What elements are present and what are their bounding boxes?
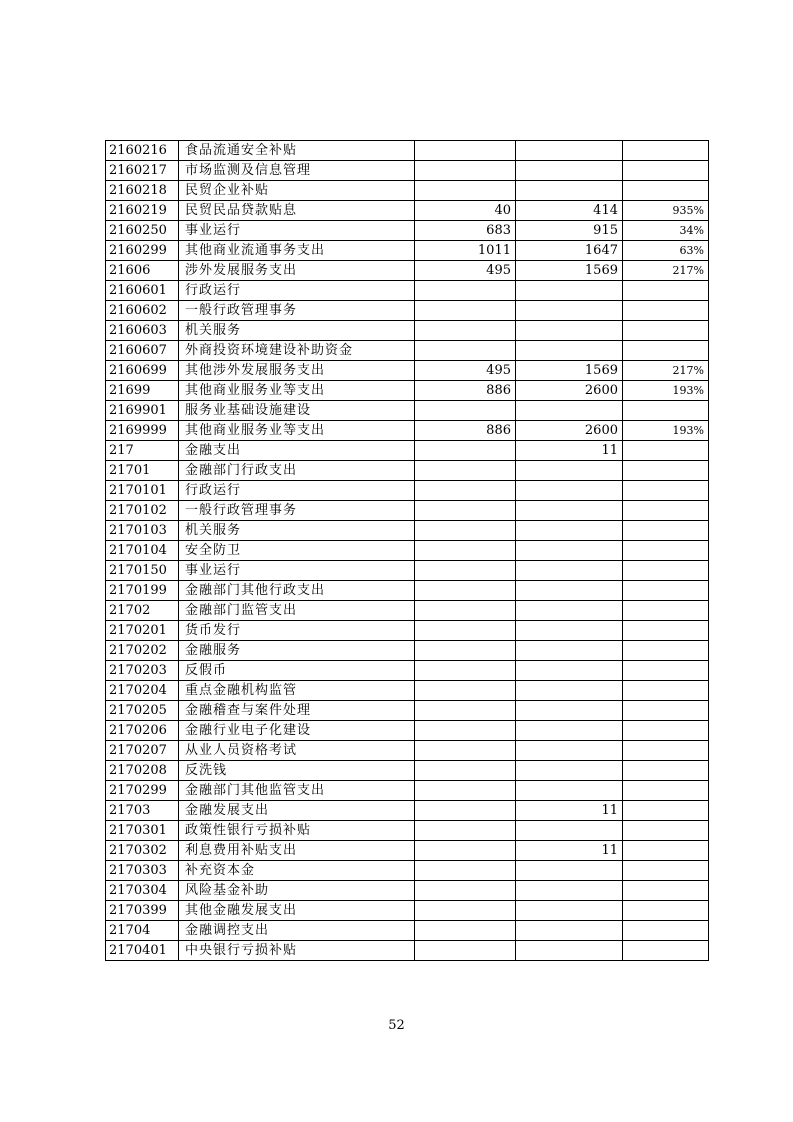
row-value2-cell [516, 641, 623, 661]
row-name-cell: 其他金融发展支出 [179, 901, 415, 921]
row-name-cell: 一般行政管理事务 [179, 501, 415, 521]
row-value1-cell [415, 921, 516, 941]
row-name-cell: 从业人员资格考试 [179, 741, 415, 761]
row-code-cell: 2170205 [106, 701, 179, 721]
row-value1-cell [415, 281, 516, 301]
row-value1-cell [415, 621, 516, 641]
row-code-cell: 2170401 [106, 941, 179, 961]
row-value1-cell [415, 841, 516, 861]
row-code-cell: 2170299 [106, 781, 179, 801]
table-row [106, 941, 709, 961]
table-row [106, 701, 709, 721]
row-value1-cell [415, 941, 516, 961]
row-code-cell: 2160218 [106, 181, 179, 201]
row-percent-cell [623, 661, 709, 681]
table-row [106, 641, 709, 661]
row-value1-cell [415, 601, 516, 621]
table-row [106, 161, 709, 181]
row-value2-cell [516, 161, 623, 181]
row-percent-cell [623, 541, 709, 561]
table-row [106, 821, 709, 841]
row-value2-cell [516, 701, 623, 721]
row-percent-cell [623, 461, 709, 481]
row-value2-cell [516, 881, 623, 901]
row-code-cell: 2170302 [106, 841, 179, 861]
row-code-cell: 2170104 [106, 541, 179, 561]
row-name-cell: 事业运行 [179, 221, 415, 241]
row-value2-cell [516, 741, 623, 761]
row-percent-cell: 217% [623, 361, 709, 381]
row-name-cell: 其他涉外发展服务支出 [179, 361, 415, 381]
row-code-cell: 2170202 [106, 641, 179, 661]
row-value2-cell [516, 681, 623, 701]
row-percent-cell [623, 321, 709, 341]
row-code-cell: 2160219 [106, 201, 179, 221]
row-name-cell: 服务业基础设施建设 [179, 401, 415, 421]
budget-table [105, 140, 709, 961]
row-code-cell: 2170207 [106, 741, 179, 761]
table-row [106, 381, 709, 401]
table-row [106, 501, 709, 521]
row-value2-cell [516, 901, 623, 921]
row-code-cell: 21702 [106, 601, 179, 621]
row-value1-cell [415, 401, 516, 421]
row-name-cell: 一般行政管理事务 [179, 301, 415, 321]
row-name-cell: 其他商业服务业等支出 [179, 381, 415, 401]
row-name-cell: 金融稽查与案件处理 [179, 701, 415, 721]
row-percent-cell: 217% [623, 261, 709, 281]
row-percent-cell [623, 441, 709, 461]
row-name-cell: 中央银行亏损补贴 [179, 941, 415, 961]
row-name-cell: 外商投资环境建设补助资金 [179, 341, 415, 361]
row-percent-cell [623, 681, 709, 701]
table-row [106, 461, 709, 481]
row-name-cell: 金融行业电子化建设 [179, 721, 415, 741]
row-name-cell: 反假币 [179, 661, 415, 681]
table-row [106, 541, 709, 561]
row-percent-cell [623, 281, 709, 301]
row-percent-cell [623, 881, 709, 901]
row-name-cell: 其他商业流通事务支出 [179, 241, 415, 261]
row-value2-cell [516, 521, 623, 541]
row-value1-cell [415, 661, 516, 681]
row-value2-cell [516, 541, 623, 561]
row-value2-cell [516, 321, 623, 341]
row-name-cell: 补充资本金 [179, 861, 415, 881]
row-name-cell: 货币发行 [179, 621, 415, 641]
row-value2-cell: 1569 [516, 361, 623, 381]
row-name-cell: 金融部门行政支出 [179, 461, 415, 481]
row-percent-cell [623, 341, 709, 361]
row-value1-cell [415, 721, 516, 741]
table-row [106, 761, 709, 781]
row-percent-cell [623, 581, 709, 601]
row-value1-cell [415, 541, 516, 561]
row-percent-cell [623, 901, 709, 921]
row-value2-cell: 11 [516, 801, 623, 821]
row-value2-cell [516, 781, 623, 801]
row-value2-cell [516, 721, 623, 741]
row-value1-cell [415, 461, 516, 481]
table-row [106, 681, 709, 701]
row-percent-cell [623, 701, 709, 721]
row-code-cell: 2169999 [106, 421, 179, 441]
row-value2-cell [516, 181, 623, 201]
row-name-cell: 金融部门监管支出 [179, 601, 415, 621]
row-value1-cell: 495 [415, 261, 516, 281]
row-percent-cell [623, 621, 709, 641]
row-code-cell: 2170304 [106, 881, 179, 901]
table-row [106, 881, 709, 901]
table-row [106, 301, 709, 321]
row-value1-cell [415, 781, 516, 801]
table-row [106, 621, 709, 641]
row-code-cell: 21704 [106, 921, 179, 941]
row-percent-cell [623, 141, 709, 161]
table-body [106, 141, 709, 961]
table-row [106, 601, 709, 621]
row-code-cell: 2170101 [106, 481, 179, 501]
row-value2-cell [516, 621, 623, 641]
row-name-cell: 重点金融机构监管 [179, 681, 415, 701]
row-value2-cell [516, 601, 623, 621]
row-code-cell: 2160250 [106, 221, 179, 241]
row-value1-cell [415, 181, 516, 201]
row-code-cell: 2160699 [106, 361, 179, 381]
row-percent-cell [623, 601, 709, 621]
row-value1-cell: 886 [415, 381, 516, 401]
row-name-cell: 食品流通安全补贴 [179, 141, 415, 161]
table-row [106, 561, 709, 581]
row-percent-cell: 193% [623, 381, 709, 401]
row-value2-cell [516, 401, 623, 421]
row-name-cell: 安全防卫 [179, 541, 415, 561]
table-row [106, 421, 709, 441]
row-value2-cell [516, 501, 623, 521]
row-name-cell: 机关服务 [179, 521, 415, 541]
row-percent-cell [623, 501, 709, 521]
table-row [106, 201, 709, 221]
table-row [106, 781, 709, 801]
row-name-cell: 金融部门其他监管支出 [179, 781, 415, 801]
row-name-cell: 反洗钱 [179, 761, 415, 781]
row-value2-cell: 2600 [516, 381, 623, 401]
table-row [106, 321, 709, 341]
row-value1-cell [415, 481, 516, 501]
row-value2-cell [516, 581, 623, 601]
row-value1-cell [415, 861, 516, 881]
table-row [106, 581, 709, 601]
row-percent-cell [623, 521, 709, 541]
row-value1-cell [415, 581, 516, 601]
table-row [106, 661, 709, 681]
row-code-cell: 2160216 [106, 141, 179, 161]
row-value1-cell [415, 521, 516, 541]
table-row [106, 241, 709, 261]
row-name-cell: 机关服务 [179, 321, 415, 341]
row-value2-cell [516, 561, 623, 581]
table-row [106, 261, 709, 281]
row-code-cell: 217 [106, 441, 179, 461]
row-value1-cell [415, 161, 516, 181]
row-code-cell: 2170204 [106, 681, 179, 701]
row-value1-cell [415, 301, 516, 321]
row-percent-cell [623, 861, 709, 881]
row-value2-cell: 1647 [516, 241, 623, 261]
row-value2-cell: 11 [516, 841, 623, 861]
table-row [106, 441, 709, 461]
table-row [106, 141, 709, 161]
row-value2-cell [516, 921, 623, 941]
row-percent-cell: 935% [623, 201, 709, 221]
page-number: 52 [388, 1018, 405, 1033]
row-value1-cell [415, 901, 516, 921]
table-row [106, 801, 709, 821]
row-value1-cell [415, 821, 516, 841]
table-row [106, 741, 709, 761]
row-code-cell: 2170150 [106, 561, 179, 581]
row-name-cell: 民贸民品贷款贴息 [179, 201, 415, 221]
row-name-cell: 行政运行 [179, 481, 415, 501]
row-value1-cell: 40 [415, 201, 516, 221]
row-value1-cell [415, 141, 516, 161]
row-value1-cell: 683 [415, 221, 516, 241]
table-row [106, 721, 709, 741]
table-row [106, 221, 709, 241]
row-code-cell: 2170201 [106, 621, 179, 641]
row-code-cell: 21703 [106, 801, 179, 821]
row-name-cell: 行政运行 [179, 281, 415, 301]
row-value1-cell [415, 561, 516, 581]
row-percent-cell [623, 821, 709, 841]
row-value1-cell [415, 801, 516, 821]
row-code-cell: 2170102 [106, 501, 179, 521]
row-name-cell: 金融服务 [179, 641, 415, 661]
row-code-cell: 2160601 [106, 281, 179, 301]
row-value2-cell [516, 861, 623, 881]
row-name-cell: 金融调控支出 [179, 921, 415, 941]
table-row [106, 481, 709, 501]
table-row [106, 281, 709, 301]
row-code-cell: 2170103 [106, 521, 179, 541]
table-row [106, 521, 709, 541]
row-value1-cell [415, 741, 516, 761]
row-value1-cell [415, 881, 516, 901]
row-code-cell: 2160602 [106, 301, 179, 321]
row-value2-cell [516, 301, 623, 321]
row-value2-cell: 915 [516, 221, 623, 241]
row-percent-cell [623, 301, 709, 321]
row-percent-cell [623, 181, 709, 201]
row-value2-cell [516, 461, 623, 481]
row-code-cell: 21699 [106, 381, 179, 401]
table-row [106, 901, 709, 921]
row-percent-cell [623, 741, 709, 761]
row-value1-cell [415, 701, 516, 721]
row-name-cell: 利息费用补贴支出 [179, 841, 415, 861]
table-row [106, 361, 709, 381]
row-value1-cell: 886 [415, 421, 516, 441]
row-value2-cell [516, 941, 623, 961]
row-value1-cell: 1011 [415, 241, 516, 261]
row-value2-cell [516, 141, 623, 161]
row-code-cell: 2170399 [106, 901, 179, 921]
row-value2-cell [516, 761, 623, 781]
row-name-cell: 民贸企业补贴 [179, 181, 415, 201]
row-percent-cell [623, 481, 709, 501]
row-percent-cell [623, 801, 709, 821]
row-code-cell: 2170208 [106, 761, 179, 781]
row-name-cell: 金融部门其他行政支出 [179, 581, 415, 601]
row-value1-cell [415, 641, 516, 661]
row-value1-cell [415, 501, 516, 521]
row-code-cell: 21606 [106, 261, 179, 281]
row-percent-cell [623, 161, 709, 181]
row-code-cell: 2160299 [106, 241, 179, 261]
row-value2-cell [516, 341, 623, 361]
row-name-cell: 其他商业服务业等支出 [179, 421, 415, 441]
row-value2-cell: 414 [516, 201, 623, 221]
row-value1-cell [415, 321, 516, 341]
row-percent-cell [623, 921, 709, 941]
row-value1-cell [415, 441, 516, 461]
row-code-cell: 2160603 [106, 321, 179, 341]
row-value1-cell [415, 341, 516, 361]
row-percent-cell [623, 721, 709, 741]
row-name-cell: 事业运行 [179, 561, 415, 581]
row-code-cell: 2170303 [106, 861, 179, 881]
row-percent-cell [623, 561, 709, 581]
table-row [106, 841, 709, 861]
row-value2-cell [516, 661, 623, 681]
row-value1-cell: 495 [415, 361, 516, 381]
row-percent-cell [623, 781, 709, 801]
row-value2-cell [516, 821, 623, 841]
row-code-cell: 2160217 [106, 161, 179, 181]
row-name-cell: 风险基金补助 [179, 881, 415, 901]
row-percent-cell [623, 841, 709, 861]
row-code-cell: 2170301 [106, 821, 179, 841]
row-value2-cell: 11 [516, 441, 623, 461]
table-row [106, 861, 709, 881]
row-code-cell: 2160607 [106, 341, 179, 361]
row-percent-cell: 193% [623, 421, 709, 441]
row-value1-cell [415, 761, 516, 781]
table-row [106, 181, 709, 201]
row-code-cell: 2170206 [106, 721, 179, 741]
row-name-cell: 金融支出 [179, 441, 415, 461]
row-code-cell: 2170203 [106, 661, 179, 681]
table-row [106, 401, 709, 421]
row-code-cell: 2169901 [106, 401, 179, 421]
row-percent-cell [623, 641, 709, 661]
row-percent-cell [623, 761, 709, 781]
row-value2-cell [516, 481, 623, 501]
row-name-cell: 政策性银行亏损补贴 [179, 821, 415, 841]
row-value2-cell [516, 281, 623, 301]
row-value2-cell: 2600 [516, 421, 623, 441]
row-code-cell: 21701 [106, 461, 179, 481]
row-name-cell: 市场监测及信息管理 [179, 161, 415, 181]
table-row [106, 921, 709, 941]
row-percent-cell: 34% [623, 221, 709, 241]
row-value2-cell: 1569 [516, 261, 623, 281]
row-percent-cell [623, 941, 709, 961]
row-percent-cell [623, 401, 709, 421]
row-name-cell: 金融发展支出 [179, 801, 415, 821]
row-percent-cell: 63% [623, 241, 709, 261]
row-name-cell: 涉外发展服务支出 [179, 261, 415, 281]
row-value1-cell [415, 681, 516, 701]
table-row [106, 341, 709, 361]
row-code-cell: 2170199 [106, 581, 179, 601]
